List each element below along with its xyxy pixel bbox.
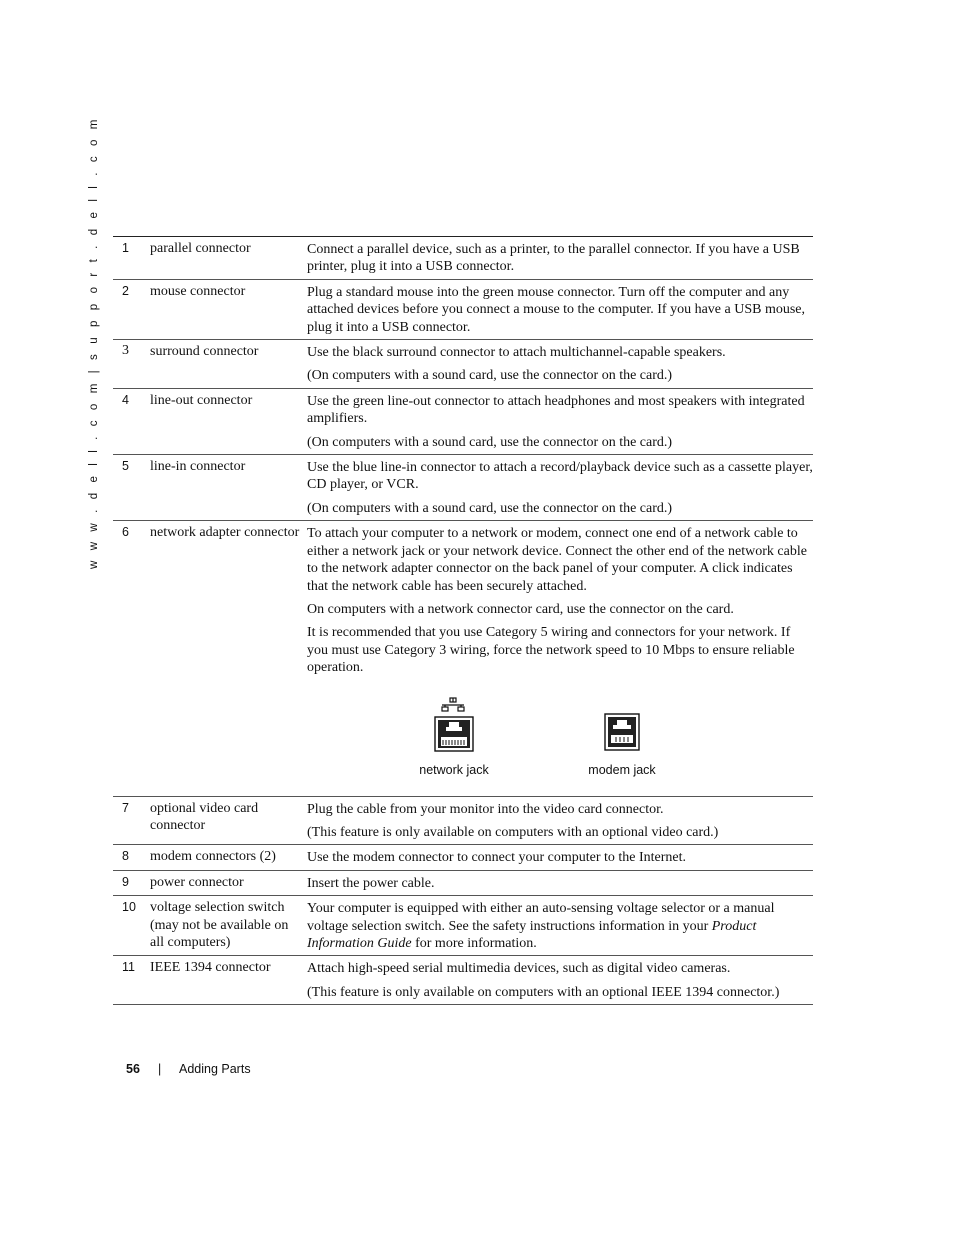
row-number: 6	[122, 525, 129, 540]
modem-jack-icon	[604, 713, 640, 753]
connector-description	[307, 801, 813, 842]
row-number: 2	[122, 283, 129, 298]
connector-name: network adapter connector	[150, 525, 300, 541]
connector-name: line-out connector	[150, 392, 253, 408]
row-number: 9	[122, 874, 129, 889]
connector-description	[307, 241, 813, 276]
connector-name: mouse connector	[150, 283, 246, 299]
description-paragraph: Insert the power cable.	[307, 875, 435, 891]
row-number: 4	[122, 392, 129, 407]
description-paragraph: Use the modem connector to connect your computer to the Internet.	[307, 850, 687, 866]
connector-name: parallel connector	[150, 241, 251, 256]
section-title: Adding Parts	[179, 1062, 251, 1076]
row-number: 8	[122, 849, 129, 864]
connector-name: IEEE 1394 connector	[150, 960, 271, 976]
table-row	[113, 521, 813, 796]
connector-description	[307, 525, 813, 792]
connector-name: modem connectors (2)	[150, 849, 276, 865]
description-paragraph: To attach your computer to a network or modem, connect one end of a network cable to either a network jack or your network device. Connect the other end of the network cable to the network adapter connector on the back panel of your computer. A click indicates that the network cable has been securely attached.	[307, 526, 807, 594]
modem-jack-figure	[567, 713, 677, 780]
jack-illustrations	[307, 683, 813, 793]
table-row	[113, 455, 813, 521]
table-row	[113, 340, 813, 389]
table-row	[113, 956, 813, 1005]
page-number: 56	[126, 1062, 140, 1076]
description-paragraph: Plug a standard mouse into the green mouse connector. Turn off the computer and any attached devices before you connect a mouse to the computer. If you have a USB mouse, plug it into a USB connector.	[307, 284, 806, 335]
row-number: 7	[122, 800, 129, 815]
connector-description	[307, 459, 813, 517]
connector-description	[307, 284, 813, 336]
row-number: 5	[122, 459, 129, 474]
row-number: 10	[122, 900, 136, 915]
table-row	[113, 845, 813, 870]
document-title-reference: Product Information Guide	[307, 918, 757, 951]
description-paragraph: Plug the cable from your monitor into the video card connector.	[307, 801, 664, 817]
connector-description	[307, 875, 813, 892]
connector-description	[307, 960, 813, 1001]
connector-name: surround connector	[150, 344, 259, 360]
table-row	[113, 280, 813, 340]
description-text: for more information.	[411, 935, 537, 951]
row-number: 3	[122, 343, 129, 359]
description-paragraph: Attach high-speed serial multimedia devices, such as digital video cameras.	[307, 961, 731, 977]
connector-table	[113, 236, 813, 1005]
network-jack-icon	[433, 697, 475, 753]
description-paragraph: On computers with a network connector card, use the connector on the card.	[307, 601, 734, 617]
table-row	[113, 871, 813, 896]
description-paragraph: It is recommended that you use Category 5 wiring and connectors for your network. If you must use Category 3 wiring, force the network speed to 10 Mbps to ensure reliable operation.	[307, 625, 795, 676]
network-jack-figure	[399, 697, 509, 780]
side-url-text: w w w . d e l l . c o m | s u p p o r t . d e l l . c o m	[88, 116, 100, 570]
description-paragraph: Use the blue line-in connector to attach a record/playback device such as a cassette player, CD player, or VCR.	[307, 460, 813, 493]
description-paragraph: Connect a parallel device, such as a printer, to the parallel connector. If you have a USB printer, plug it into a USB connector.	[307, 242, 800, 275]
network-jack-label: network jack	[419, 762, 489, 777]
description-paragraph: (This feature is only available on computers with an optional IEEE 1394 connector.)	[307, 984, 780, 1000]
description-paragraph: (This feature is only available on computers with an optional video card.)	[307, 824, 719, 840]
description-paragraph: Use the black surround connector to attach multichannel-capable speakers.	[307, 345, 726, 361]
table-row	[113, 797, 813, 846]
connector-description	[307, 393, 813, 451]
connector-name: line-in connector	[150, 459, 246, 475]
connector-description	[307, 849, 813, 866]
modem-jack-label: modem jack	[588, 762, 656, 777]
description-text: Your computer is equipped with either an auto-sensing voltage selector or a manual voltage selection switch. See the safety instructions information in your	[307, 901, 775, 934]
connector-description	[307, 900, 813, 952]
connector-name: power connector	[150, 874, 244, 890]
connector-description	[307, 344, 813, 385]
description-paragraph: Use the green line-out connector to attach headphones and most speakers with integrated amplifiers.	[307, 393, 805, 427]
footer-separator: |	[158, 1062, 162, 1076]
connector-name: voltage selection switch (may not be available on all computers)	[150, 900, 289, 950]
description-paragraph: (On computers with a sound card, use the connector on the card.)	[307, 368, 673, 384]
table-row	[113, 896, 813, 956]
row-number: 11	[122, 960, 135, 975]
description-paragraph: (On computers with a sound card, use the connector on the card.)	[307, 500, 673, 516]
table-row	[113, 237, 813, 280]
description-paragraph: (On computers with a sound card, use the connector on the card.)	[307, 434, 673, 450]
row-number: 1	[122, 241, 129, 255]
table-row	[113, 389, 813, 455]
description-paragraph	[307, 900, 813, 952]
connector-name: optional video card connector	[150, 800, 259, 833]
